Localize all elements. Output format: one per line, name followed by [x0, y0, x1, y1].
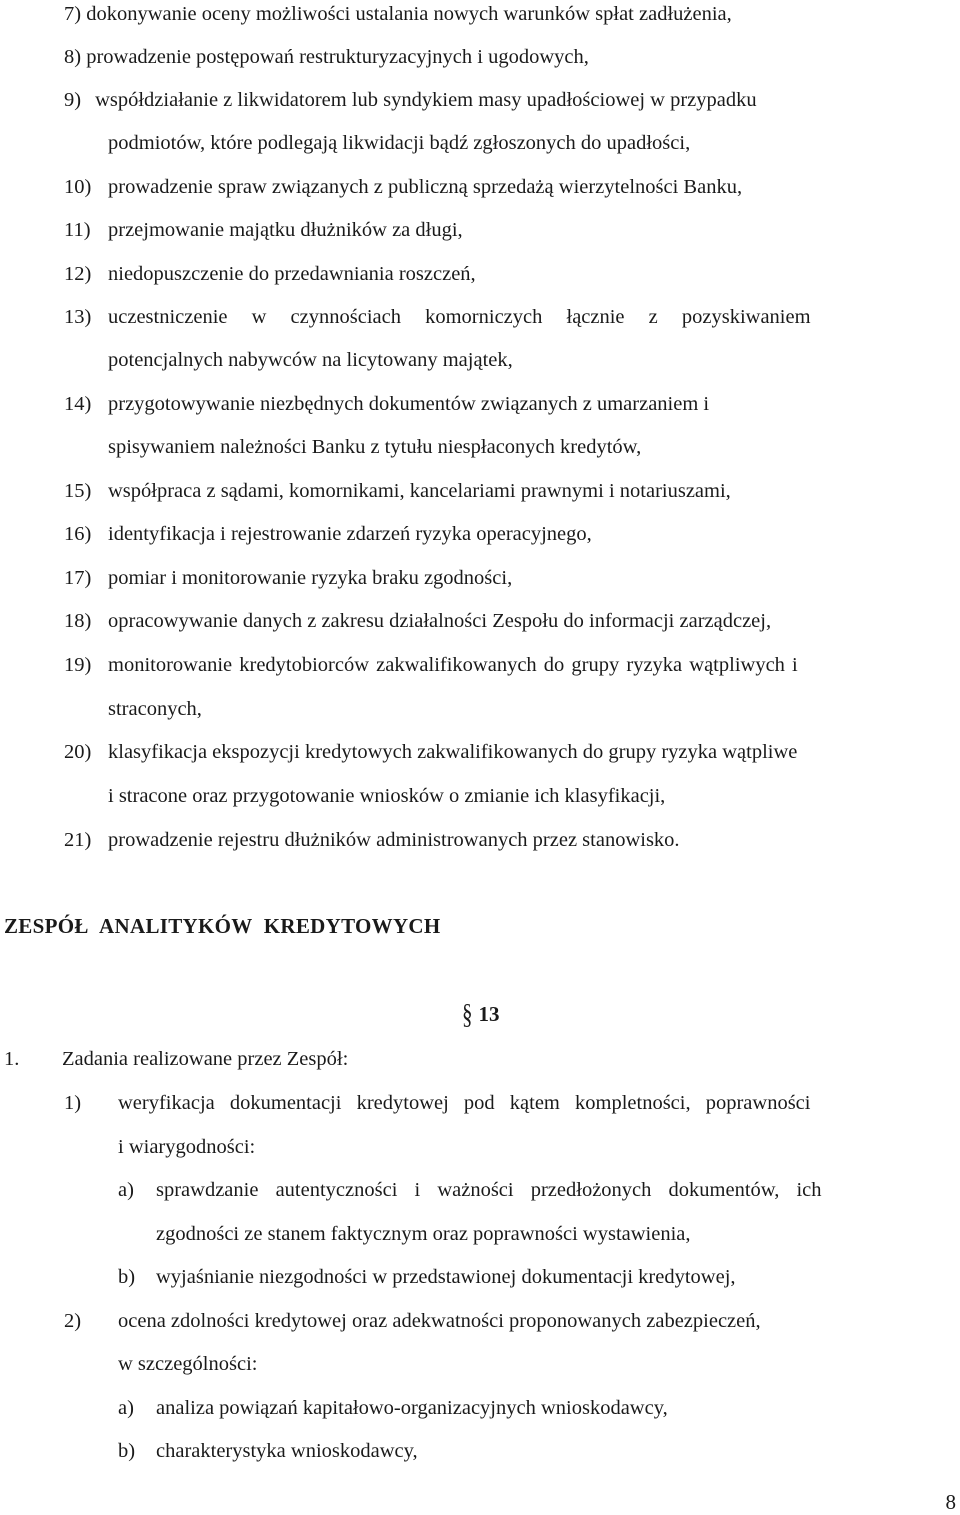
document-page: 7) dokonywanie oceny możliwości ustalania nowych warunków spłat zadłużenia, 8) prowadzenie postępowań restrukturyzacyjnych i ugodowych, 9) współdziałanie z likwidatorem lub syndykiem masy upadłościowej w przypadku podmiotów, które podlegają likwidacji bądź zgłoszonych do upadłości, 10) prowadzenie spraw związanych z publiczną sprzedażą wierzytelności Banku, 11) przejmowanie majątku dłużników za długi, 12) niedopuszczenie do przedawniania roszczeń, 13) uczestniczenie w czynnościach komorniczych łącznie z pozyskiwaniem potencjalnych nabywców na licytowany majątek, 14) przygotowywanie niezbędnych dokumentów związanych z umarzaniem i spisywaniem należności Banku z tytułu niespłaconych kredytów, 15) współpraca z sądami, komornikami, kancelariami prawnymi i notariuszami, 16) identyfikacja i rejestrowanie zdarzeń ryzyka operacyjnego, 17) pomiar i monitorowanie ryzyka braku zgodności, 18) opracowywanie danych z zakresu działalności Zespołu do informacji zarządczej, 19) monitorowanie kredytobiorców zakwalifikowanych do grupy ryzyka wątpliwych i straconych, 20) klasyfikacja ekspozycji kredytowych zakwalifikowanych do grupy ryzyka wątpliwe i stracone oraz przygotowanie wniosków o zmianie ich klasyfikacji, 21) prowadzenie rejestru dłużników administrowanych przez stanowisko. ZESPÓŁ ANALITYKÓW KREDYTOWYCH § 13 1. Zadania realizowane przez Zespół: 1) weryfikacja dokumentacji kredytowej pod kątem kompletności, poprawności i wiarygodności: a) sprawdzanie autentyczności i ważności przedłożonych dokumentów, ich zgodności ze stanem faktycznym oraz poprawności wystawienia, b) wyjaśnianie niezgodności w przedstawionej dokumentacji kredytowej, 2) ocena zdolności kredytowej oraz adekwatności proponowanych zabezpieczeń, w szczególności: a) analiza powiązań kapitałowo-organizacyjnych wnioskodawcy, b) charakterystyka wnioskodawcy, 8	[4, 3, 956, 1514]
list-item: 7) dokonywanie oceny możliwości ustalania nowych warunków spłat zadłużenia,	[64, 3, 732, 25]
list-item: 13) uczestniczenie w czynnościach komorniczych łącznie z pozyskiwaniem	[64, 305, 956, 329]
task-item: 1) weryfikacja dokumentacji kredytowej pod kątem kompletności, poprawności	[64, 1092, 811, 1114]
list-item: 9) współdziałanie z likwidatorem lub syndykiem masy upadłościowej w przypadku	[64, 89, 757, 111]
task-item-continuation: i wiarygodności:	[118, 1136, 256, 1158]
page-number: 8	[945, 1490, 956, 1514]
list-item-continuation: potencjalnych nabywców na licytowany majątek,	[108, 349, 513, 371]
justified-line: uczestniczenie w czynnościach komorniczych łącznie z pozyskiwaniem	[108, 306, 811, 328]
sub-item-continuation: zgodności ze stanem faktycznym oraz poprawności wystawienia,	[156, 1223, 691, 1245]
list-item-continuation: i stracone oraz przygotowanie wniosków o zmianie ich klasyfikacji,	[108, 785, 666, 807]
list-item-continuation: straconych,	[108, 698, 202, 720]
list-item-continuation: spisywaniem należności Banku z tytułu niespłaconych kredytów,	[108, 436, 642, 458]
task-item-continuation: w szczególności:	[118, 1353, 258, 1375]
section-heading: ZESPÓŁ ANALITYKÓW KREDYTOWYCH	[4, 914, 441, 938]
list-item: 8) prowadzenie postępowań restrukturyzacyjnych i ugodowych,	[64, 46, 589, 68]
paragraph-number: 13	[478, 1002, 500, 1026]
section-sign: §	[462, 997, 473, 1031]
list-item-continuation: podmiotów, które podlegają likwidacji bądź zgłoszonych do upadłości,	[108, 132, 691, 154]
sub-item: a) sprawdzanie autentyczności i ważności przedłożonych dokumentów, ich	[118, 1179, 822, 1201]
paragraph-marker	[462, 997, 500, 1031]
